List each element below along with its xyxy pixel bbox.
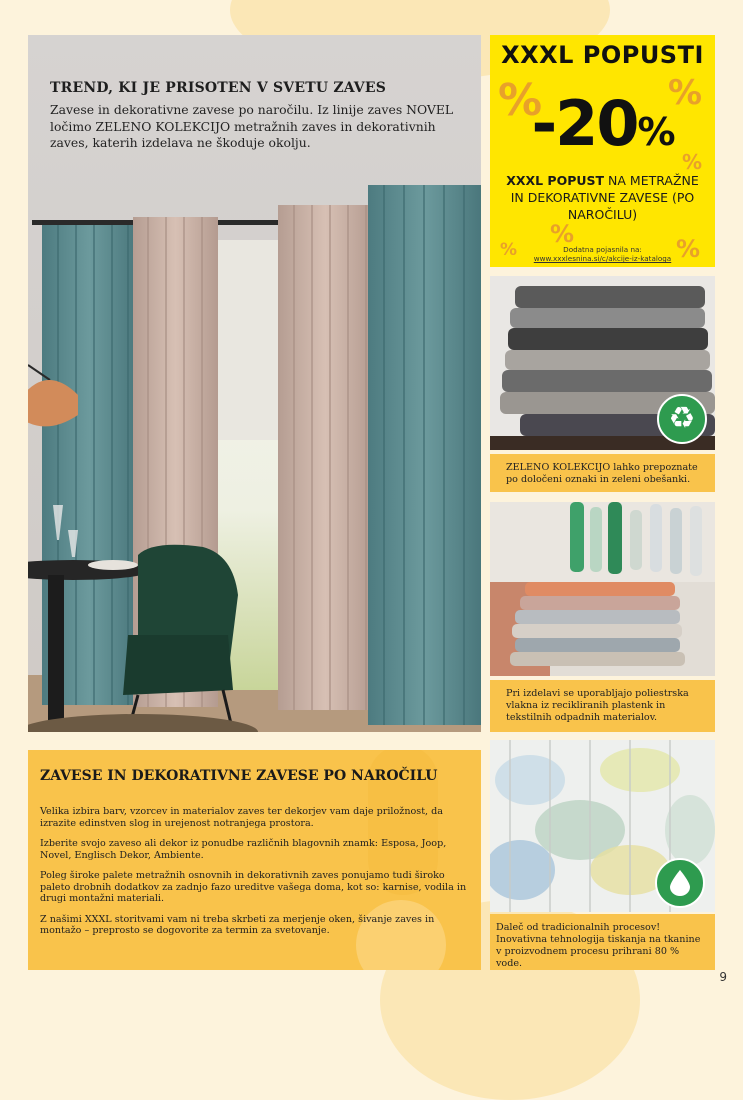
water-drop-icon — [655, 858, 705, 908]
percent-decoration: % — [676, 235, 701, 263]
promo-description-bold: XXXL POPUST — [506, 173, 605, 188]
article-paragraph: Z našimi XXXL storitvami vam ni treba skrbeti za merjenje oken, šivanje zaves in montažo – preprosto se dogovorite za termin za svetovanje. — [40, 913, 435, 936]
percent-decoration: % — [668, 73, 703, 113]
recycled-bottles-photo — [490, 502, 715, 676]
caption-green-collection: ZELENO KOLEKCIJO lahko prepoznate po določeni oznaki in zeleni obešanki. — [490, 454, 715, 492]
article-paragraph: Izberite svojo zaveso ali dekor iz ponudbe različnih blagovnih znamk: Esposa, Joop, Novel, Englisch Dekor, Ambiente. — [40, 838, 447, 861]
promo-link[interactable]: www.xxxlesnina.si/c/akcije-iz-kataloga — [533, 254, 672, 263]
percent-decoration: % — [550, 220, 575, 248]
article-paragraph: Velika izbira barv, vzorcev in materialov zaves ter dekorjev vam daje priložnost, da izrazite edinstven slog in urejenost notranjega prostora. — [40, 806, 444, 829]
fabric-stack-photo — [490, 276, 715, 450]
promo-description-rest: NA METRAŽNE IN DEKORATIVNE ZAVESE (PO NAROČILU) — [510, 173, 699, 222]
caption-printing: Daleč od tradicionalnih procesov! Inovativna tehnologija tiskanja na tkanine v proizvodnem procesu prihrani 80 % vode. — [490, 914, 715, 970]
recycle-icon: ♻ — [657, 394, 707, 444]
caption-recycled: Pri izdelavi se uporabljajo poliestrska vlakna iz recikliranih plastenk in tekstilnih odpadnih materialov. — [490, 680, 715, 732]
hero-title: TREND, KI JE PRISOTEN V SVETU ZAVES — [50, 80, 387, 96]
promo-title: XXXL POPUSTI — [501, 41, 704, 69]
article-title: ZAVESE IN DEKORATIVNE ZAVESE PO NAROČILU — [40, 768, 438, 784]
percent-decoration: % — [500, 240, 518, 260]
promo-box — [490, 35, 715, 267]
promo-note-label: Dodatna pojasnila na: — [563, 245, 642, 254]
promo-discount — [490, 87, 715, 160]
discount-percent-sign: % — [637, 110, 674, 154]
page-number: 9 — [719, 970, 727, 984]
hero-photo-panel — [28, 35, 481, 732]
hero-body: Zavese in dekorativne zavese po naročilu. Iz linije zaves NOVEL ločimo ZELENO KOLEKCIJO metražnih zaves in dekorativnih zaves, katerih izdelava ne škoduje okolju. — [50, 102, 454, 150]
promo-description — [498, 172, 707, 223]
percent-decoration: % — [498, 75, 543, 126]
article-box — [28, 750, 481, 970]
article-paragraph: Poleg široke palete metražnih osnovnih in dekorativnih zaves ponujamo tudi široko paleto drobnih dodatkov za zadnjo fazo ureditve vašega doma, kot so: karnise, vodila in drugi montažni materiali. — [40, 870, 467, 904]
promo-note — [490, 245, 715, 263]
hero-text — [50, 80, 470, 152]
printed-fabric-photo — [490, 740, 715, 912]
discount-value: -20 — [531, 87, 638, 160]
percent-decoration: % — [682, 150, 703, 174]
